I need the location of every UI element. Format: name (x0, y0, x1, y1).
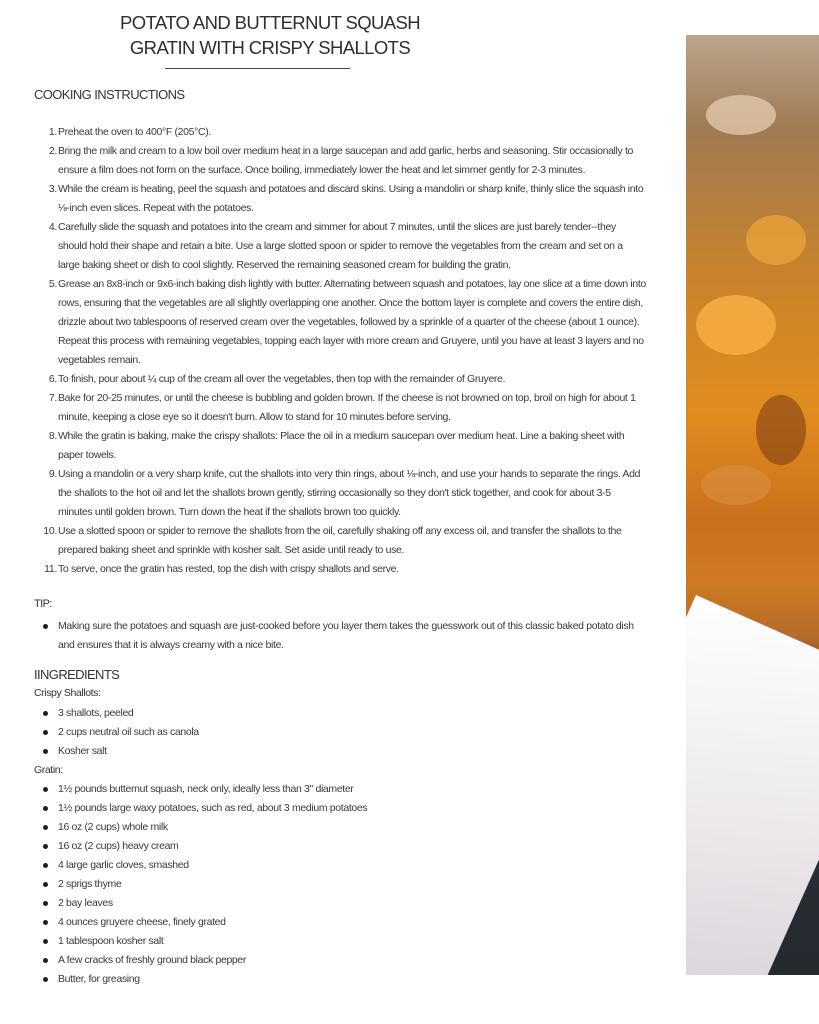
step-text: To finish, pour about ¼ cup of the cream all over the vegetables, then top with the remainder of Gruyere. (58, 373, 506, 385)
bullet-icon (43, 749, 48, 754)
ingredient-item (34, 875, 634, 894)
ingredient-item-text: A few cracks of freshly ground black pepper (58, 954, 247, 966)
tip-item-text: Making sure the potatoes and squash are just-cooked before you layer them takes the guesswork out of this classic baked potato dish and ensures that it is always creamy with a nice bite. (58, 620, 634, 651)
step-text: Grease an 8x8-inch or 9x6-inch baking dish lightly with butter. Alternating between squash and potatoes, lay one slice at a time down into rows, ensuring that the vegetables are all slightly overlapping one another. Once the bottom layer is complete and covers the entire dish, drizzle about two tablespoons of reserved cream over the vegetables, followed by a sprinkle of a quarter of the cheese (about 1 ounce). Repeat this process with remaining vegetables, topping each layer with more cream and Gruyere, until you have at least 3 layers and no vegetables remain. (58, 278, 646, 366)
instruction-step (34, 123, 646, 142)
step-number: 11. (44, 563, 57, 575)
instructions-heading: COOKING INSTRUCTIONS (34, 87, 185, 102)
step-number: 6. (48, 373, 57, 385)
ingredient-item-text: 2 bay leaves (58, 897, 113, 909)
ingredient-item-text: 16 oz (2 cups) whole milk (58, 821, 168, 833)
bullet-icon (43, 901, 48, 906)
title-line-1: POTATO AND BUTTERNUT SQUASH (119, 12, 421, 33)
instruction-step (34, 560, 646, 579)
step-text: While the gratin is baking, make the crispy shallots: Place the oil in a medium saucepan over medium heat. Line a baking sheet with paper towels. (58, 430, 625, 461)
bullet-icon (43, 787, 48, 792)
shallots-ingredients-list (34, 704, 634, 761)
ingredient-item (34, 837, 634, 856)
tip-heading: TIP: (34, 598, 52, 610)
instruction-step (34, 180, 646, 218)
ingredient-item (34, 932, 634, 951)
bullet-icon (43, 920, 48, 925)
ingredient-item-text: 2 sprigs thyme (58, 878, 122, 890)
ingredient-item-text: 2 cups neutral oil such as canola (58, 726, 199, 738)
bullet-icon (43, 977, 48, 982)
instruction-step (34, 427, 646, 465)
instruction-step (34, 465, 646, 522)
step-text: Carefully slide the squash and potatoes into the cream and simmer for about 7 minutes, until the slices are just barely tender--they should hold their shape and retain a bite. Use a large slotted spoon or spider to remove the vegetables from the cream and set on a large baking sheet or dish to cool slightly. Reserved the remaining seasoned cream for building the gratin. (58, 221, 623, 271)
ingredient-item-text: 4 ounces gruyere cheese, finely grated (58, 916, 226, 928)
step-text: Bring the milk and cream to a low boil over medium heat in a large saucepan and add garlic, herbs and seasoning. Stir occasionally to ensure a film does not form on the surface. Once boiling, immediately lower the heat and let simmer gently for 2-3 minutes. (58, 145, 634, 176)
instruction-step (34, 275, 646, 370)
ingredient-item-text: 3 shallots, peeled (58, 707, 134, 719)
tip-item (34, 617, 646, 655)
ingredient-item (34, 704, 634, 723)
bullet-icon (43, 958, 48, 963)
instructions-list (34, 123, 646, 579)
ingredients-heading: IINGREDIENTS (34, 667, 120, 682)
recipe-title (100, 10, 440, 60)
instruction-step (34, 142, 646, 180)
ingredient-item-text: 16 oz (2 cups) heavy cream (58, 840, 179, 852)
ingredient-item (34, 780, 634, 799)
ingredient-item (34, 799, 634, 818)
ingredient-item (34, 913, 634, 932)
instruction-step (34, 389, 646, 427)
step-number: 9. (48, 468, 57, 480)
ingredient-item (34, 723, 634, 742)
step-text: Bake for 20-25 minutes, or until the cheese is bubbling and golden brown. If the cheese is not browned on top, broil on high for about 1 minute, keeping a close eye so it doesn't burn. Allow to stand for 10 minutes before serving. (58, 392, 636, 423)
bullet-icon (43, 939, 48, 944)
ingredient-item-text: 1½ pounds butternut squash, neck only, ideally less than 3" diameter (58, 783, 354, 795)
step-number: 4. (48, 221, 57, 233)
step-number: 1. (48, 126, 57, 138)
step-number: 8. (48, 430, 57, 442)
step-number: 2. (48, 145, 57, 157)
bullet-icon (43, 806, 48, 811)
instruction-step (34, 522, 646, 560)
bullet-icon (43, 863, 48, 868)
ingredient-item (34, 951, 634, 970)
bullet-icon (43, 730, 48, 735)
bullet-icon (43, 624, 48, 629)
step-text: Using a mandolin or a very sharp knife, cut the shallots into very thin rings, about ⅛-inch, and use your hands to separate the rings. Add the shallots to the hot oil and let the shallots brown gently, stirring occasionally so they don't stick together, and cook for about 3-5 minutes until golden brown. Turn down the heat if the shallots brown too quickly. (58, 468, 641, 518)
ingredient-item-text: Kosher salt (58, 745, 107, 757)
ingredient-item-text: 1 tablespoon kosher salt (58, 935, 164, 947)
ingredient-item (34, 742, 634, 761)
title-divider (165, 68, 350, 69)
step-text: To serve, once the gratin has rested, top the dish with crispy shallots and serve. (58, 563, 399, 575)
ingredient-item (34, 970, 634, 989)
gratin-subheading: Gratin: (34, 764, 63, 776)
ingredient-item-text: 1½ pounds large waxy potatoes, such as red, about 3 medium potatoes (58, 802, 368, 814)
ingredient-item (34, 894, 634, 913)
step-number: 10. (43, 525, 57, 537)
gratin-photo (686, 35, 819, 975)
shallots-subheading: Crispy Shallots: (34, 687, 101, 699)
bullet-icon (43, 844, 48, 849)
bullet-icon (43, 825, 48, 830)
step-text: Use a slotted spoon or spider to remove the shallots from the oil, carefully shaking off any excess oil, and transfer the shallots to the prepared baking sheet and sprinkle with kosher salt. Set aside until ready to use. (58, 525, 622, 556)
tip-list (34, 617, 646, 655)
ingredient-item-text: 4 large garlic cloves, smashed (58, 859, 189, 871)
ingredient-item-text: Butter, for greasing (58, 973, 140, 985)
step-number: 3. (48, 183, 57, 195)
ingredient-item (34, 856, 634, 875)
step-number: 7. (48, 392, 57, 404)
gratin-ingredients-list (34, 780, 634, 989)
title-line-2: GRATIN WITH CRISPY SHALLOTS (129, 37, 411, 58)
instruction-step (34, 370, 646, 389)
bullet-icon (43, 711, 48, 716)
bullet-icon (43, 882, 48, 887)
ingredient-item (34, 818, 634, 837)
instruction-step (34, 218, 646, 275)
step-text: While the cream is heating, peel the squash and potatoes and discard skins. Using a mandolin or sharp knife, thinly slice the squash into ⅛-inch even slices. Repeat with the potatoes. (58, 183, 644, 214)
step-text: Preheat the oven to 400°F (205°C). (58, 126, 211, 138)
step-number: 5. (48, 278, 57, 290)
